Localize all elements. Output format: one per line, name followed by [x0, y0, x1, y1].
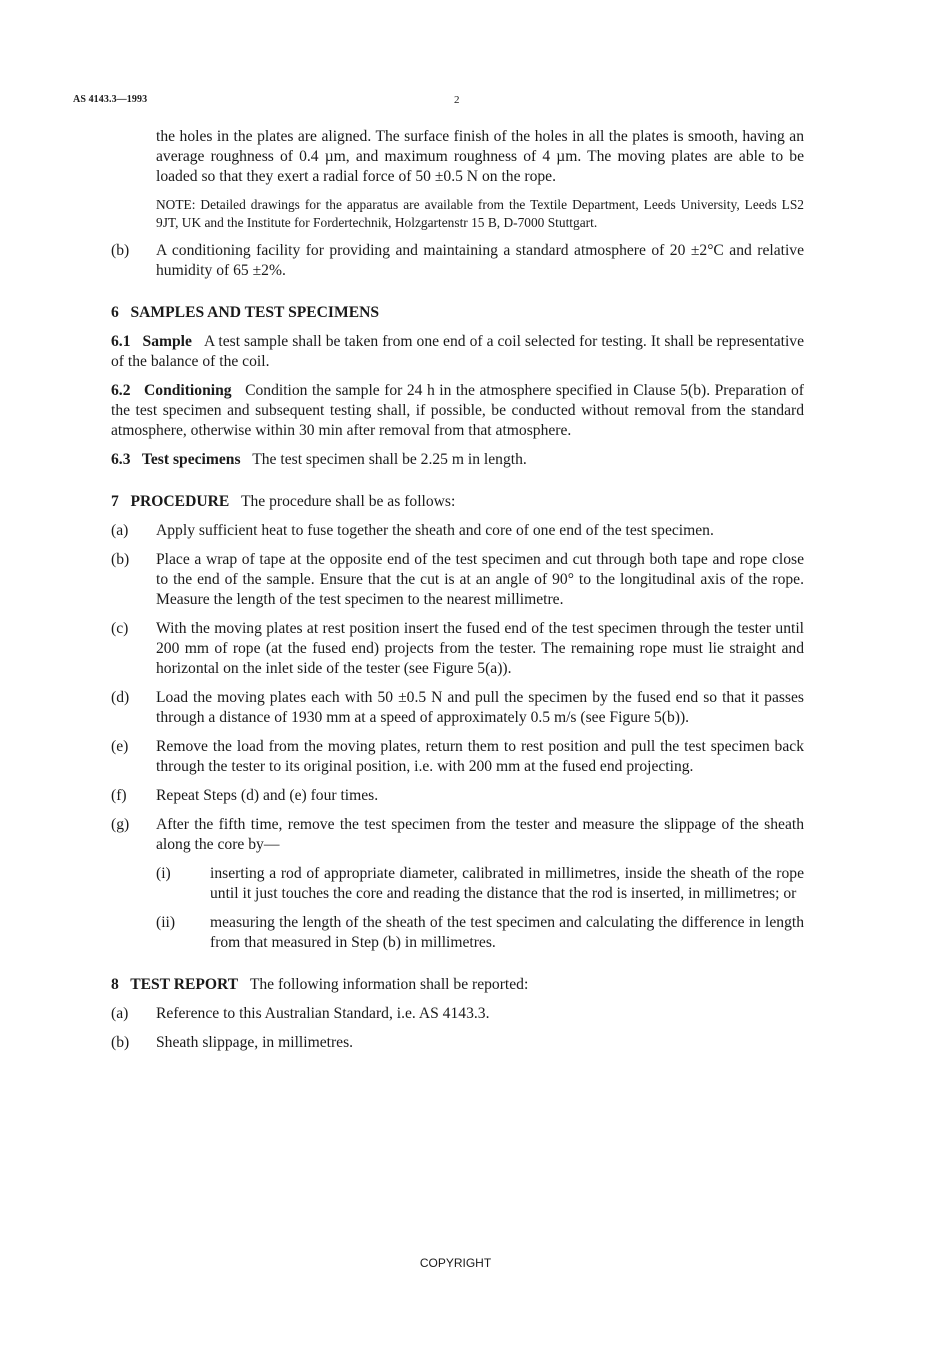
- list-item-text: Load the moving plates each with 50 ±0.5 N and pull the specimen by the fused end so that it passes through a distance of 1930 mm at a speed of approximately 0.5 m/s (see Figure 5(b)).: [156, 689, 804, 726]
- list-item-label: (b): [111, 1034, 130, 1051]
- clause-6-3: [111, 450, 804, 470]
- list-item: [111, 619, 804, 679]
- section-8-intro: The following information shall be reported:: [249, 976, 529, 993]
- sub-list-item-label: (i): [156, 865, 171, 882]
- list-item-label: (g): [111, 816, 130, 833]
- list-item: [111, 688, 804, 728]
- clause-6-3-text: The test specimen shall be 2.25 m in length.: [252, 451, 527, 468]
- sub-list-item-text: inserting a rod of appropriate diameter, calibrated in millimetres, inside the sheath of the rope until it just touches the core and reading the distance that the rod is inserted, in millimetres; or: [210, 865, 804, 902]
- list-item-label: (f): [111, 787, 127, 804]
- list-item-label: (a): [111, 1005, 129, 1022]
- clause-6-2-text: Condition the sample for 24 h in the atmosphere specified in Clause 5(b). Preparation of the test specimen and subsequent testing shall, if possible, be conducted without removal from the standard atmosphere, otherwise within 30 min after removal from that atmosphere.: [111, 382, 804, 439]
- sub-list-item: [156, 864, 804, 904]
- section-8-title: 8 TEST REPORT: [111, 976, 239, 993]
- section-7-heading: [111, 492, 804, 512]
- list-item-text: Apply sufficient heat to fuse together the sheath and core of one end of the test specimen.: [156, 522, 714, 539]
- copyright-footer: COPYRIGHT: [419, 1256, 492, 1270]
- clause-6-3-title: 6.3 Test specimens: [111, 451, 241, 468]
- list-item-text: Repeat Steps (d) and (e) four times.: [156, 787, 379, 804]
- section-6-heading: 6 SAMPLES AND TEST SPECIMENS: [111, 304, 380, 321]
- list-item-label: (e): [111, 738, 129, 755]
- list-item-text: Reference to this Australian Standard, i.e. AS 4143.3.: [156, 1005, 490, 1022]
- sub-list-item: [156, 913, 804, 953]
- sub-list-item-text: measuring the length of the sheath of the test specimen and calculating the difference in length from that measured in Step (b) in millimetres.: [210, 914, 804, 951]
- clause-6-1-title: 6.1 Sample: [111, 333, 192, 350]
- list-item-text: After the fifth time, remove the test specimen from the tester and measure the slippage of the sheath along the core by—: [156, 816, 804, 853]
- list-item: [111, 241, 804, 281]
- list-item: [111, 521, 804, 541]
- section-8-heading: [111, 975, 804, 995]
- list-item: [111, 1033, 804, 1053]
- list-item-text: A conditioning facility for providing and maintaining a standard atmosphere of 20 ±2°C and relative humidity of 65 ±2%.: [156, 242, 804, 279]
- clause-6-2-title: 6.2 Conditioning: [111, 382, 232, 399]
- section-7-intro: The procedure shall be as follows:: [240, 493, 456, 510]
- list-item-label: (d): [111, 689, 130, 706]
- apparatus-continued-paragraph: the holes in the plates are aligned. The surface finish of the holes in all the plates is smooth, having an average roughness of 0.4 µm, and maximum roughness of 4 µm. The moving plates are able to be loaded so that they exert a radial force of 50 ±0.5 N on the rope.: [156, 128, 804, 185]
- standard-id-header: AS 4143.3—1993: [73, 94, 148, 105]
- clause-6-1: [111, 332, 804, 372]
- list-item: [111, 786, 804, 806]
- section-7-title: 7 PROCEDURE: [111, 493, 230, 510]
- list-item-text: Sheath slippage, in millimetres.: [156, 1034, 354, 1051]
- list-item: [111, 1004, 804, 1024]
- list-item-text: With the moving plates at rest position insert the fused end of the test specimen through the tester until 200 mm of rope (at the fused end) projects from the tester. The remaining rope must lie straight and horizontal on the inlet side of the tester (see Figure 5(a)).: [156, 620, 804, 677]
- sub-list-item-label: (ii): [156, 914, 176, 931]
- list-item-label: (a): [111, 522, 129, 539]
- list-item: [111, 815, 804, 855]
- list-item: [111, 737, 804, 777]
- page-number: 2: [454, 94, 460, 106]
- apparatus-note: NOTE: Detailed drawings for the apparatus are available from the Textile Department, Leeds University, Leeds LS2 9JT, UK and the Institute for Fordertechnik, Holzgartenstr 15 B, D-7000 Stuttgart.: [156, 197, 804, 230]
- page-body: [111, 127, 804, 1062]
- clause-6-1-text: A test sample shall be taken from one end of a coil selected for testing. It shall be representative of the balance of the coil.: [111, 333, 804, 370]
- clause-6-2: [111, 381, 804, 441]
- list-item-label: (b): [111, 551, 130, 568]
- list-item-label: (c): [111, 620, 129, 637]
- list-item: [111, 550, 804, 610]
- list-item-text: Remove the load from the moving plates, return them to rest position and pull the test specimen back through the tester to its original position, i.e. with 200 mm at the fused end projecting.: [156, 738, 804, 775]
- list-item-label: (b): [111, 242, 130, 259]
- list-item-text: Place a wrap of tape at the opposite end of the test specimen and cut through both tape and rope close to the end of the sample. Ensure that the cut is at an angle of 90° to the longitudinal axis of the rope. Measure the length of the test specimen to the nearest millimetre.: [156, 551, 804, 608]
